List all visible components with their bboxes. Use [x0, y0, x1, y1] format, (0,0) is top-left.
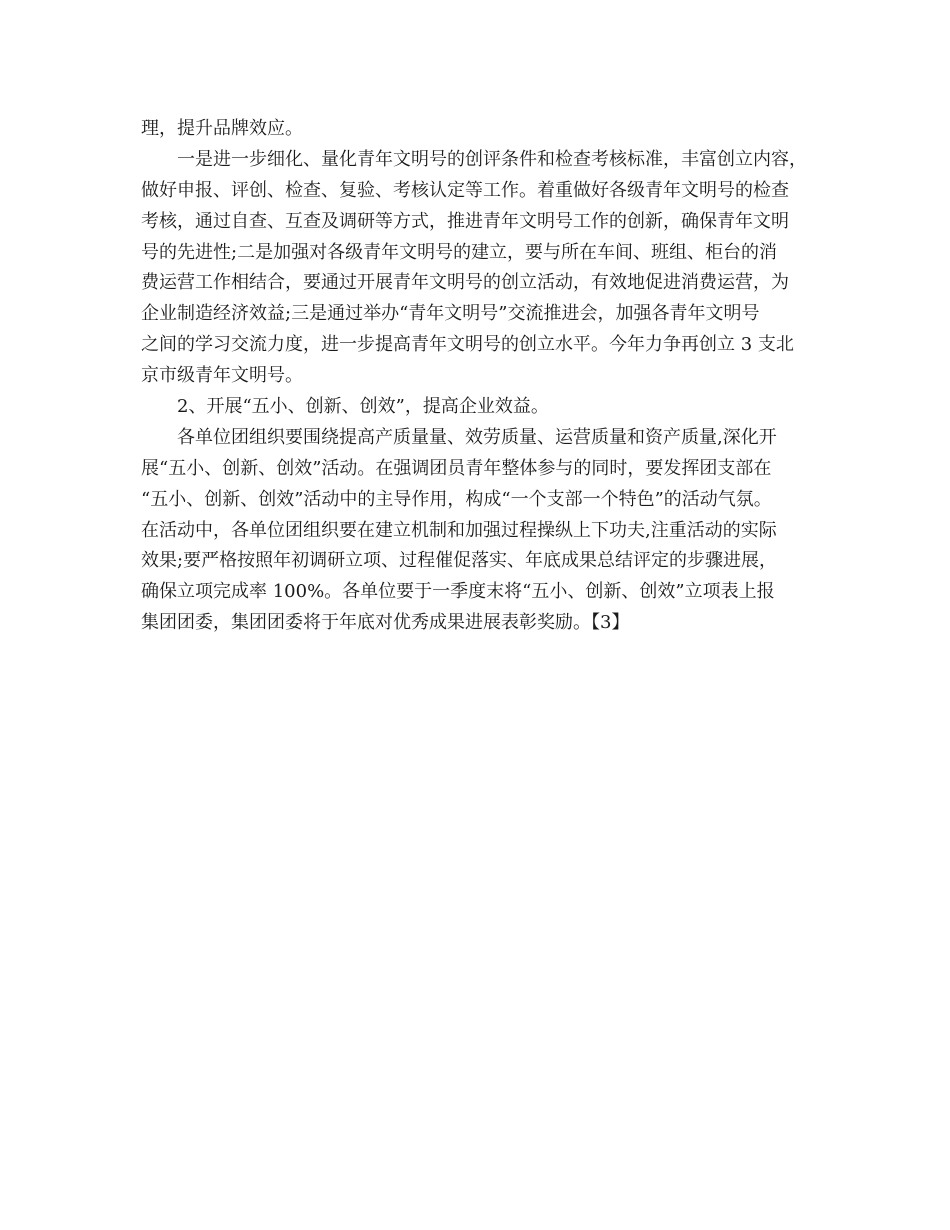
- text-line: 展“五小、创新、创效”活动。在强调团员青年整体参与的同时，要发挥团支部在: [141, 457, 772, 479]
- text-line: 做好申报、评创、检查、复验、考核认定等工作。着重做好各级青年文明号的检查: [141, 179, 789, 201]
- text-line: 一是进一步细化、量化青年文明号的创评条件和检查考核标准，丰富创立内容，: [177, 148, 807, 170]
- text-line: 效果;要严格按照年初调研立项、过程催促落实、年底成果总结评定的步骤进展，: [141, 550, 778, 572]
- body-text: [141, 114, 831, 639]
- text-line: 在活动中，各单位团组织要在建立机制和加强过程操纵上下功夫,注重活动的实际: [141, 519, 777, 541]
- text-line: 号的先进性;二是加强对各级青年文明号的建立，要与所在车间、班组、柜台的消: [141, 241, 778, 263]
- text-line: 各单位团组织要围绕提高产质量量、效劳质量、运营质量和资产质量,深化开: [177, 426, 777, 448]
- section-heading: 2、开展“五小、创新、创效”，提高企业效益。: [177, 396, 549, 418]
- text-line: 确保立项完成率 100%。各单位要于一季度末将“五小、创新、创效”立项表上报: [141, 581, 775, 603]
- text-line: “五小、创新、创效”活动中的主导作用，构成“一个支部一个特色”的活动气氛。: [141, 488, 772, 510]
- text-line: 集团团委，集团团委将于年底对优秀成果进展表彰奖励。【3】: [141, 612, 630, 634]
- text-line: 之间的学习交流力度，进一步提高青年文明号的创立水平。今年力争再创立 3 支北: [141, 334, 794, 356]
- text-line: 理，提升品牌效应。: [141, 118, 303, 139]
- text-line: 企业制造经济效益;三是通过举办“青年文明号”交流推进会，加强各青年文明号: [141, 303, 760, 325]
- text-line: 考核，通过自查、互查及调研等方式，推进青年文明号工作的创新，确保青年文明: [141, 210, 789, 232]
- text-line: 京市级青年文明号。: [141, 365, 303, 387]
- text-line: 费运营工作相结合，要通过开展青年文明号的创立活动，有效地促进消费运营，为: [141, 272, 789, 294]
